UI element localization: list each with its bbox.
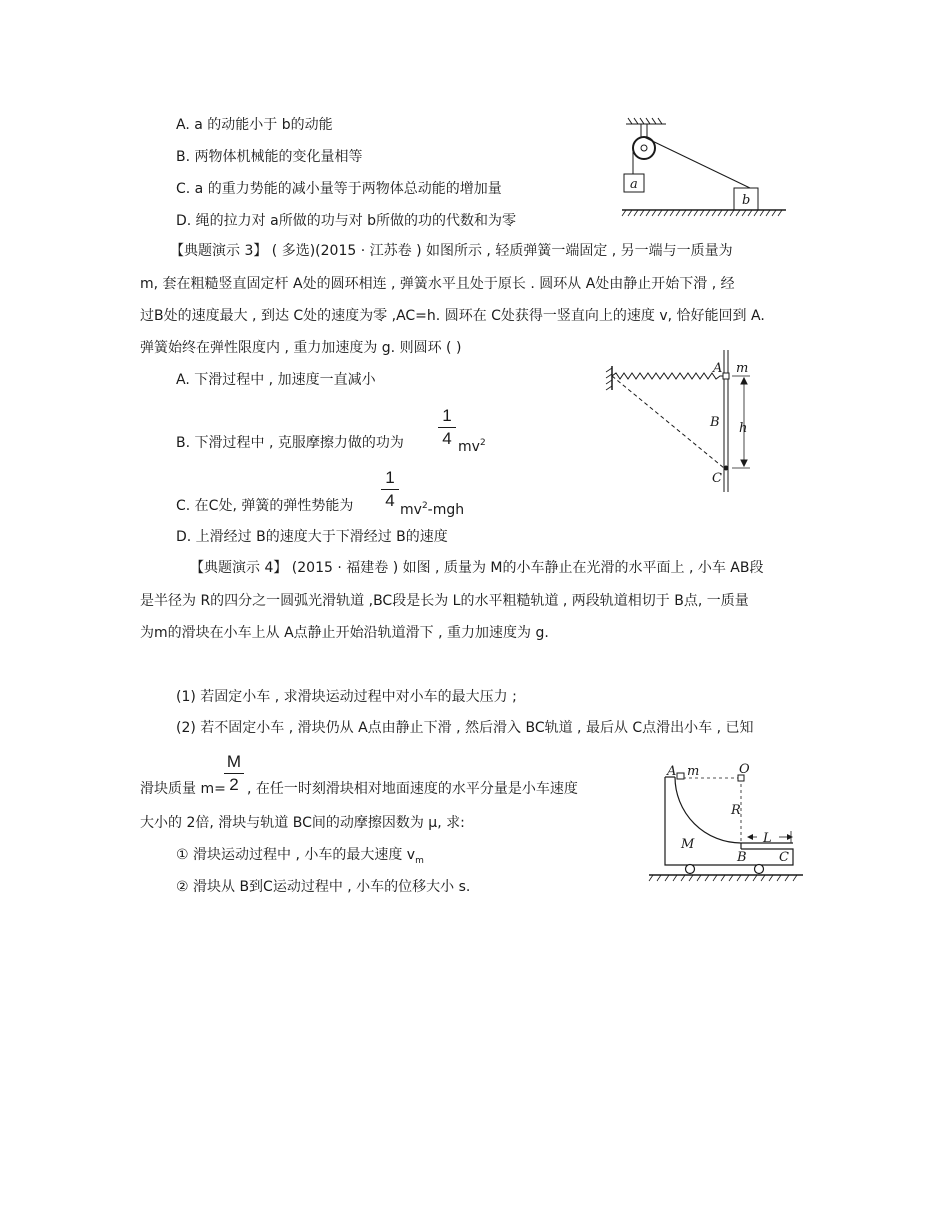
label-point-a: A xyxy=(713,361,723,376)
q3-fraction-c: 1 4 xyxy=(381,468,399,511)
q2-option-c: C. a 的重力势能的减小量等于两物体总动能的增加量 xyxy=(176,181,502,197)
q4-mass-fraction: M 2 xyxy=(224,752,244,795)
q4-mass-prefix: 滑块质量 m= xyxy=(140,781,226,797)
q3-line-2: m, 套在粗糙竖直固定杆 A处的圆环相连 , 弹簧水平且处于原长 . 圆环从 A处由静止开始下滑 , 经 xyxy=(140,276,735,292)
label-height-h: h xyxy=(739,421,748,436)
q3-expr-b: $mv^2$ xyxy=(458,438,486,455)
label-center-o: O xyxy=(739,762,750,777)
label-cart-m: M xyxy=(681,837,695,852)
q3-option-d: D. 上滑经过 B的速度大于下滑经过 B的速度 xyxy=(176,529,448,545)
label-point-c: C xyxy=(779,850,789,865)
label-radius-r: R xyxy=(731,803,741,818)
q3-option-a: A. 下滑过程中 , 加速度一直减小 xyxy=(176,372,376,388)
q3-line-1: 【典题演示 3】 ( 多选)(2015 · 江苏卷 ) 如图所示 , 轻质弹簧一端固定 , 另一端与一质量为 xyxy=(170,243,733,259)
q3-option-b: B. 下滑过程中 , 克服摩擦力做的功为 xyxy=(176,435,404,451)
q2-option-a: A. a 的动能小于 b的动能 xyxy=(176,117,333,133)
spring-rod-figure xyxy=(600,350,770,500)
q4-mass-suffix: , 在任一时刻滑块相对地面速度的水平分量是小车速度 xyxy=(247,781,578,797)
q4-sub-1: (1) 若固定小车 , 求滑块运动过程中对小车的最大压力 ; xyxy=(176,689,517,705)
label-mass-m: m xyxy=(687,764,700,779)
q4-line-3: 为m的滑块在小车上从 A点静止开始沿轨道滑下 , 重力加速度为 g. xyxy=(140,625,549,641)
q4-line-2: 是半径为 R的四分之一圆弧光滑轨道 ,BC段是长为 L的水平粗糙轨道 , 两段轨道相切于 B点, 一质量 xyxy=(140,593,749,609)
q2-option-b: B. 两物体机械能的变化量相等 xyxy=(176,149,363,165)
label-point-b: B xyxy=(737,850,747,865)
q4-sub-2: (2) 若不固定小车 , 滑块仍从 A点由静止下滑 , 然后滑入 BC轨道 , 最后从 C点滑出小车 , 已知 xyxy=(176,720,754,736)
q3-line-4: 弹簧始终在弹性限度内 , 重力加速度为 g. 则圆环 ( ) xyxy=(140,340,462,356)
q3-fraction-b: 1 4 xyxy=(438,406,456,449)
q3-expr-c: $mv^2$-mgh xyxy=(400,501,465,518)
pulley-figure xyxy=(610,118,810,228)
cart-figure xyxy=(645,762,810,885)
q4-item-2: ② 滑块从 B到C运动过程中 , 小车的位移大小 s. xyxy=(176,879,471,895)
label-point-a: A xyxy=(667,764,677,779)
label-point-b: B xyxy=(710,415,720,430)
q4-item-1: ① 滑块运动过程中 , 小车的最大速度 $v_m$ xyxy=(176,847,424,866)
q3-option-c: C. 在C处, 弹簧的弹性势能为 xyxy=(176,498,354,514)
label-point-c: C xyxy=(712,471,722,486)
label-length-l: L xyxy=(763,831,772,846)
q4-line-1: 【典题演示 4】 (2015 · 福建卷 ) 如图 , 质量为 M的小车静止在光滑的水平面上 , 小车 AB段 xyxy=(190,560,764,576)
q3-line-3: 过B处的速度最大 , 到达 C处的速度为零 ,AC=h. 圆环在 C处获得一竖直向上的速度 v, 恰好能回到 A. xyxy=(140,308,765,324)
label-mass-m: m xyxy=(736,361,749,376)
label-block-a: a xyxy=(630,177,638,192)
q2-option-d: D. 绳的拉力对 a所做的功与对 b所做的功的代数和为零 xyxy=(176,213,517,229)
q4-line-mu: 大小的 2倍, 滑块与轨道 BC间的动摩擦因数为 μ, 求: xyxy=(140,815,465,831)
label-block-b: b xyxy=(742,193,751,208)
